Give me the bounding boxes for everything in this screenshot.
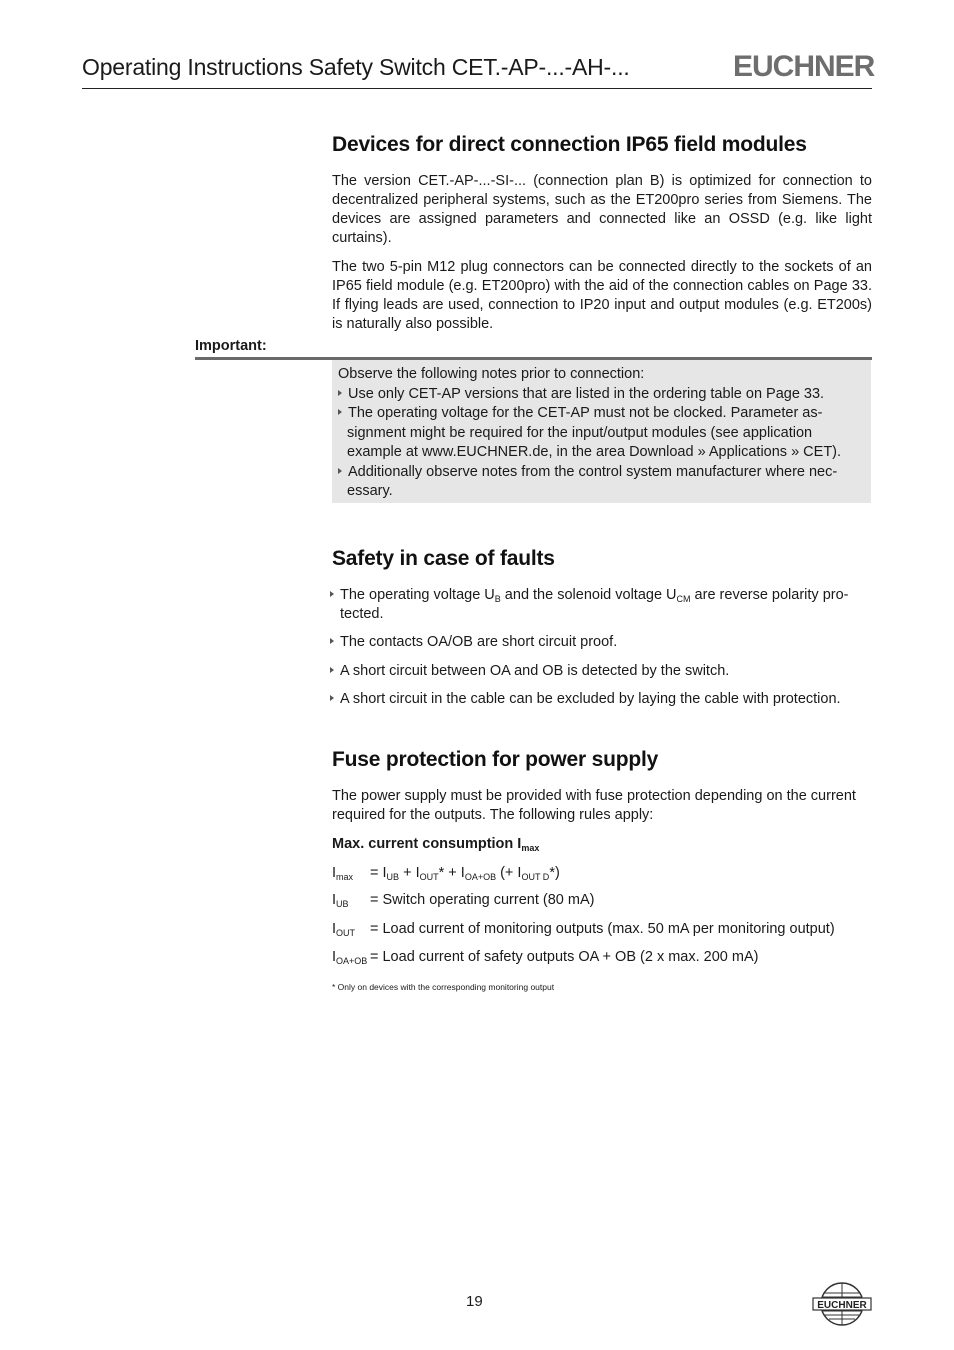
bullet-triangle-icon: [330, 695, 334, 701]
paragraph-plug-connectors: The two 5-pin M12 plug connectors can be connected directly to the sockets of an IP65 field module (e.g. ET200pro) with the aid of the connection cables on Page 33. If flying leads are used, connection to IP20 input and output modules (e.g. ET200s) is naturally also possible.: [332, 259, 872, 332]
fault-bullet-1: The operating voltage $U_B$ and the solenoid voltage $U_{CM}$ are reverse polarity pro-: [330, 586, 848, 605]
bullet-triangle-icon: [338, 390, 342, 396]
bullet-triangle-icon: [338, 409, 342, 415]
euchner-seal-logo: [812, 1281, 872, 1327]
formula-imax-equation: = $I_{UB} + I_{OUT}* + I_{OA+OB}$ (+ $I_{OUT D}*$): [370, 865, 560, 882]
brand-logo: EUCHNER: [733, 50, 875, 83]
bullet-triangle-icon: [330, 667, 334, 673]
note-bullet-3-line-2: essary.: [347, 483, 393, 499]
note-bullet-2-line-2: signment might be required for the input/output modules (see application: [347, 425, 813, 441]
bullet-triangle-icon: [330, 591, 334, 597]
note-bullet-3: Additionally observe notes from the control system manufacturer where nec-: [338, 463, 837, 482]
formula-iub-symbol: $I_{UB}$: [332, 892, 349, 909]
bullet-triangle-icon: [338, 468, 342, 474]
important-label: Important:: [195, 338, 267, 354]
note-bullet-2-line-3: example at www.EUCHNER.de, in the area Download » Applications » CET).: [347, 444, 842, 460]
formula-ioaob-definition: = Load current of safety outputs OA + OB (2 x max. 200 mA): [370, 949, 759, 965]
section-heading-field-modules: Devices for direct connection IP65 field modules: [332, 133, 807, 156]
fault-bullet-2: The contacts OA/OB are short circuit proof.: [330, 633, 617, 652]
note-bullet-2: The operating voltage for the CET-AP must not be clocked. Parameter as-: [338, 404, 822, 423]
formula-iout-symbol: $I_{OUT}$: [332, 921, 356, 938]
fault-bullet-4: A short circuit in the cable can be excluded by laying the cable with protection.: [330, 690, 841, 709]
formula-iout-definition: = Load current of monitoring outputs (max. 50 mA per monitoring output): [370, 921, 835, 937]
fault-bullet-1-line-2: tected.: [340, 606, 384, 622]
document-title: Operating Instructions Safety Switch CET.-AP-...-AH-...: [82, 54, 630, 80]
paragraph-version-description: The version CET.-AP-...-SI-... (connection plan B) is optimized for connection to decentralized peripheral systems, such as the ET200pro series from Siemens. The devices are assigned parameters and connected like an OSSD (e.g. like light curtains).: [332, 173, 872, 246]
formula-ioaob-symbol: $I_{OA+OB}$: [332, 949, 368, 966]
note-intro: Observe the following notes prior to connection:: [338, 366, 645, 382]
formula-imax-symbol: $I_{max}$: [332, 865, 354, 882]
bullet-triangle-icon: [330, 638, 334, 644]
footnote: * Only on devices with the corresponding monitoring output: [332, 982, 555, 992]
fuse-paragraph-line-1: The power supply must be provided with fuse protection depending on the current: [332, 788, 856, 804]
fuse-paragraph-line-2: required for the outputs. The following rules apply:: [332, 807, 654, 823]
fault-bullet-3: A short circuit between OA and OB is detected by the switch.: [330, 662, 729, 681]
page-number: 19: [466, 1293, 483, 1310]
max-current-heading: Max. current consumption $I_{max}$: [332, 836, 540, 853]
section-heading-fuse-protection: Fuse protection for power supply: [332, 748, 659, 771]
note-bullet-1: Use only CET-AP versions that are listed in the ordering table on Page 33.: [338, 385, 824, 404]
formula-iub-definition: = Switch operating current (80 mA): [370, 892, 595, 908]
svg-text:EUCHNER: EUCHNER: [817, 1300, 867, 1311]
section-heading-safety-faults: Safety in case of faults: [332, 547, 555, 570]
header-rule: [82, 88, 872, 89]
